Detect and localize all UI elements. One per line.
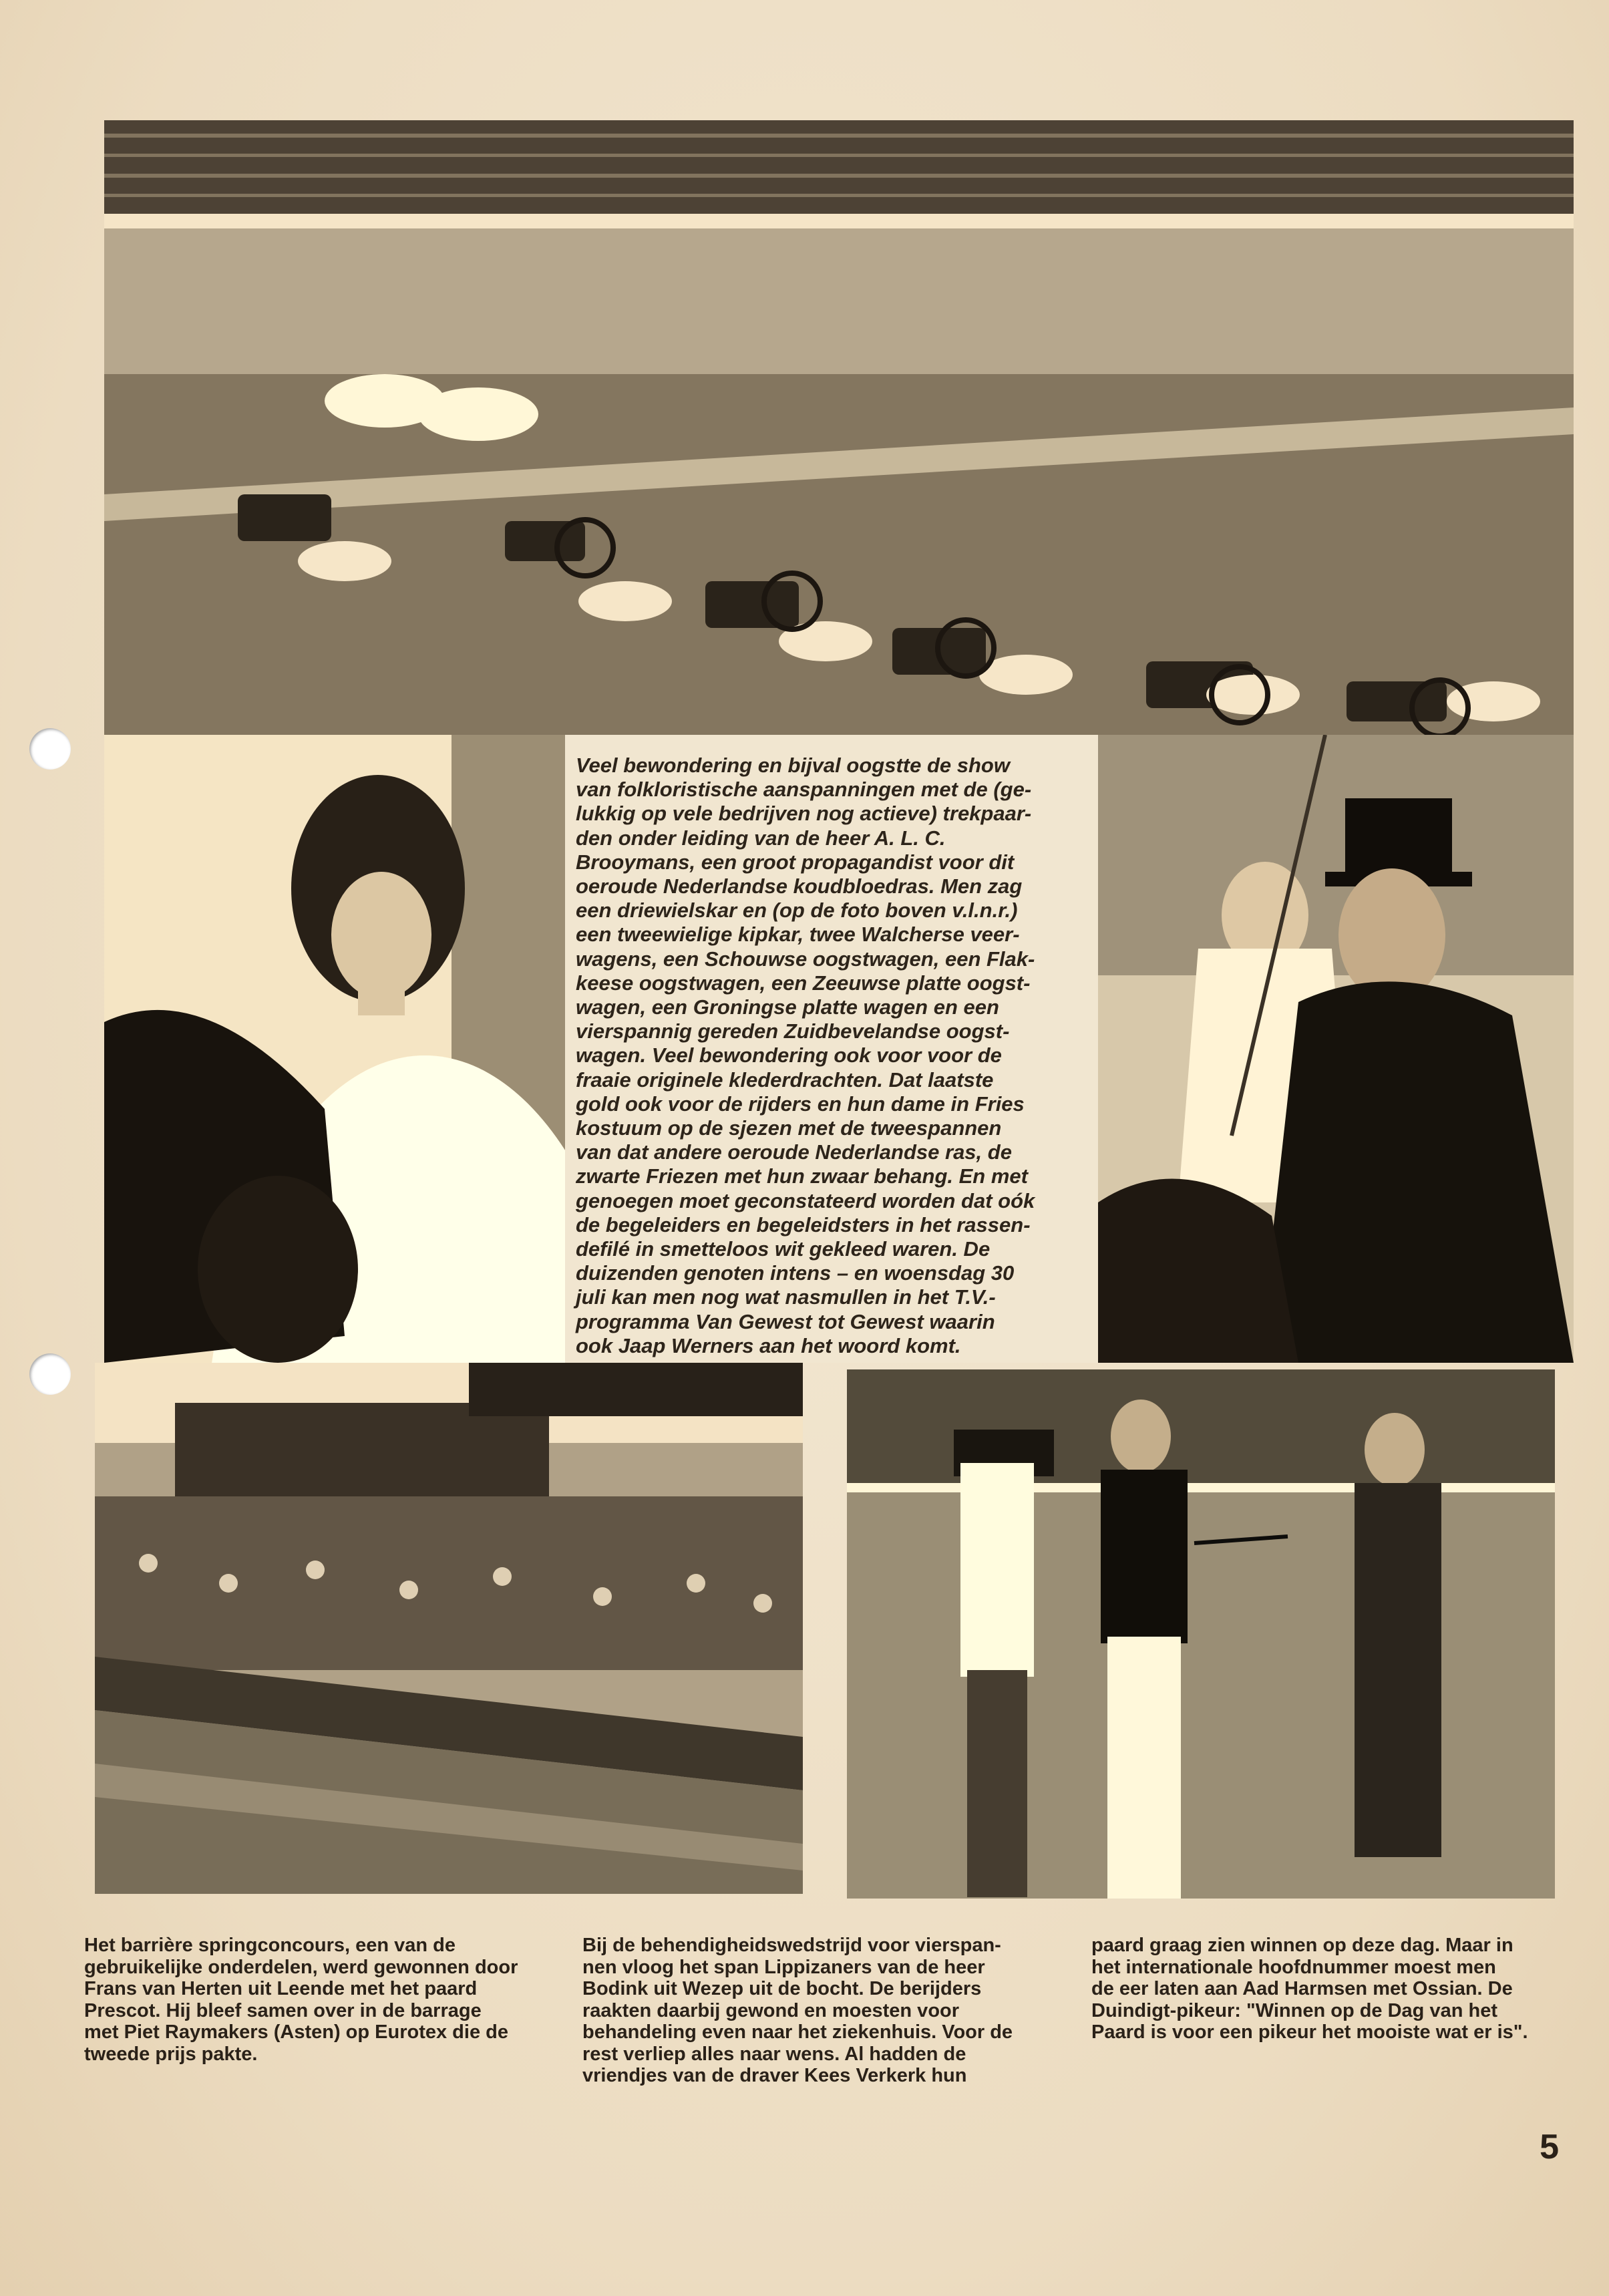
photo-tv-interview [847, 1369, 1555, 1899]
photo-spectators-by-canal [95, 1363, 803, 1894]
photo-girl-with-horse [104, 735, 565, 1363]
page-number: 5 [1540, 2128, 1559, 2166]
article-column-1: Het barrière springconcours, een van de gebruikelijke onderdelen, werd gewonnen door Frans van Herten uit Leende met het paard Prescot. Hij bleef samen over in de barrage met Piet Raymakers (Asten) op Eurotex die de tweede prijs pakte. [84, 1935, 518, 2065]
article-column-2: Bij de behendigheidswedstrijd voor vierspan- nen vloog het span Lippizaners van de heer Bodink uit Wezep uit de bocht. De berijders raakten daarbij gewond en moesten voor behandeling even naar het ziekenhuis. Voor de rest verliep alles naar wens. Al hadden de vriendjes van de draver Kees Verkerk hun [582, 1935, 1013, 2086]
photo-caption: Veel bewondering en bijval oogstte de show van folkloristische aanspanningen met de (ge- lukkig op vele bedrijven nog actieve) trekpaar- den onder leiding van de heer A. L. C. Brooymans, een groot propagandist voor dit oeroude Nederlandse koudbloedras. Men zag een driewielskar en (op de foto boven v.l.n.r.) een tweewielige kipkar, twee Walcherse veer- wagens, een Schouwse oogstwagen, een Flak- keese oogstwagen, een Zeeuwse platte oogst- wagen, een Groningse platte wagen en een vierspannig gereden Zuidbevelandse oogst- wagen. Veel bewondering ook voor voor de fraaie originele klederdrachten. Dat laatste gold ook voor de rijders en hun dame in Fries kostuum op de sjezen met de tweespannen van dat andere oeroude Nederlandse ras, de zwarte Friezen met hun zwaar behang. En met genoegen moet geconstateerd worden dat oók de begeleiders en begeleidsters in het rassen- defilé in smetteloos wit gekleed waren. De duizenden genoten intens – en woensdag 30 juli kan men nog wat nasmullen in het T.V.- programma Van Gewest tot Gewest waarin ook Jaap Werners aan het woord komt. [576, 754, 1035, 1357]
photo-couple-in-traditional-costume [1098, 735, 1574, 1363]
punch-hole-bottom [29, 1353, 71, 1395]
article-column-3: paard graag zien winnen op deze dag. Maar in het internationale hoofdnummer moest men de eer laten aan Aad Harmsen met Ossian. De Duindigt-pikeur: "Winnen op de Dag van het Paard is voor een pikeur het mooiste wat er is". [1091, 1935, 1528, 2043]
photo-horse-teams-parade [104, 120, 1574, 735]
punch-hole-top [29, 728, 71, 770]
